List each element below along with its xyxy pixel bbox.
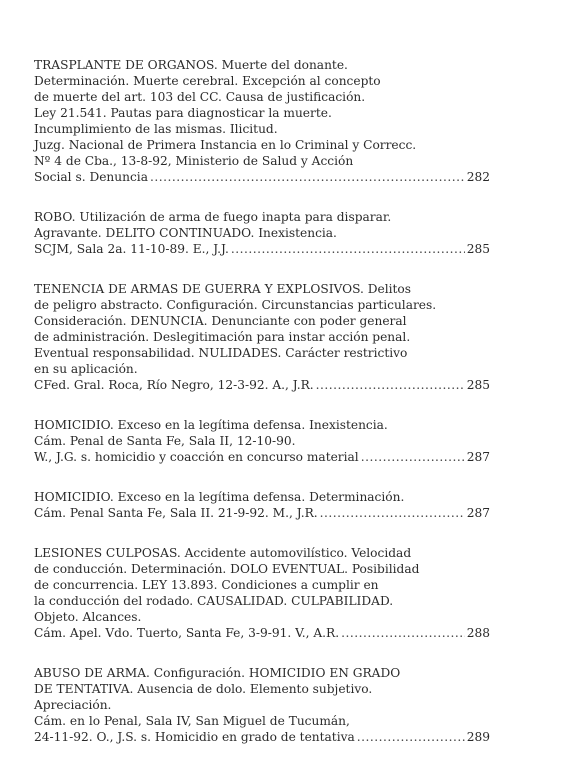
entry-line: de administración. Deslegitimación para instar acción penal.: [34, 330, 411, 344]
page-number: 288: [466, 626, 490, 640]
page-number: 285: [466, 242, 490, 256]
entry-line: Cám. en lo Penal, Sala IV, San Miguel de Tucumán,: [34, 714, 350, 728]
entry-line: Ley 21.541. Pautas para diagnosticar la muerte.: [34, 106, 332, 120]
dot-leader: [361, 449, 465, 465]
entry-citation-line: [34, 169, 490, 185]
page-number: 285: [466, 378, 490, 392]
dot-leader: [357, 729, 465, 745]
entry-line: Objeto. Alcances.: [34, 610, 142, 624]
entry-line: Consideración. DENUNCIA. Denunciante con poder general: [34, 314, 407, 328]
dot-leader: [231, 241, 465, 257]
entry-line: de peligro abstracto. Configuración. Circunstancias particulares.: [34, 298, 437, 312]
entry-line: HOMICIDIO. Exceso en la legítima defensa. Inexistencia.: [34, 418, 388, 432]
entry-citation: 24-11-92. O., J.S. s. Homicidio en grado de tentativa: [34, 730, 355, 744]
index-entry-trasplante: [34, 57, 490, 185]
entry-line: ROBO. Utilización de arma de fuego inapta para disparar.: [34, 210, 392, 224]
entry-line: ABUSO DE ARMA. Configuración. HOMICIDIO EN GRADO: [34, 666, 401, 680]
entry-citation-line: [34, 729, 490, 745]
entry-line: LESIONES CULPOSAS. Accidente automovilístico. Velocidad: [34, 546, 412, 560]
page-number: 287: [466, 506, 490, 520]
entry-citation: SCJM, Sala 2a. 11-10-89. E., J.J.: [34, 242, 229, 256]
entry-line: Juzg. Nacional de Primera Instancia en lo Criminal y Correcc.: [34, 138, 417, 152]
index-entry-abuso-de-arma: [34, 665, 490, 745]
dot-leader: [316, 377, 465, 393]
index-entry-homicidio-inexistencia: [34, 417, 490, 465]
entry-citation: Cám. Penal Santa Fe, Sala II. 21-9-92. M., J.R.: [34, 506, 318, 520]
entry-citation: Cám. Apel. Vdo. Tuerto, Santa Fe, 3-9-91. V., A.R.: [34, 626, 340, 640]
entry-line: Agravante. DELITO CONTINUADO. Inexistencia.: [34, 226, 337, 240]
entry-line: Determinación. Muerte cerebral. Excepción al concepto: [34, 74, 381, 88]
entry-citation: CFed. Gral. Roca, Río Negro, 12-3-92. A., J.R.: [34, 378, 314, 392]
index-entry-robo: [34, 209, 490, 257]
index-entry-tenencia-de-armas: [34, 281, 490, 393]
entry-line: de muerte del art. 103 del CC. Causa de justificación.: [34, 90, 366, 104]
entry-line: Incumplimiento de las mismas. Ilicitud.: [34, 122, 278, 136]
entry-citation-line: [34, 241, 490, 257]
entry-line: TENENCIA DE ARMAS DE GUERRA Y EXPLOSIVOS. Delitos: [34, 282, 412, 296]
dot-leader: [341, 625, 465, 641]
entry-line: en su aplicación.: [34, 362, 138, 376]
entry-citation-line: [34, 449, 490, 465]
entry-line: Apreciación.: [34, 698, 112, 712]
entry-line: la conducción del rodado. CAUSALIDAD. CULPABILIDAD.: [34, 594, 394, 608]
index-entry-homicidio-determinacion: [34, 489, 490, 521]
entry-citation-line: [34, 505, 490, 521]
entry-citation-line: [34, 377, 490, 393]
entry-line: de concurrencia. LEY 13.893. Condiciones a cumplir en: [34, 578, 379, 592]
page-number: 282: [466, 170, 490, 184]
dot-leader: [320, 505, 465, 521]
entry-line: Nº 4 de Cba., 13-8-92, Ministerio de Salud y Acción: [34, 154, 354, 168]
index-entry-lesiones-culposas: [34, 545, 490, 641]
dot-leader: [150, 169, 465, 185]
entry-citation: Social s. Denuncia: [34, 170, 148, 184]
entry-citation: W., J.G. s. homicidio y coacción en concurso material: [34, 450, 359, 464]
page-number: 287: [466, 450, 490, 464]
entry-citation-line: [34, 625, 490, 641]
index-page: [34, 57, 490, 769]
entry-line: Cám. Penal de Santa Fe, Sala II, 12-10-90.: [34, 434, 296, 448]
entry-line: DE TENTATIVA. Ausencia de dolo. Elemento subjetivo.: [34, 682, 373, 696]
entry-line: TRASPLANTE DE ORGANOS. Muerte del donante.: [34, 58, 348, 72]
entry-line: HOMICIDIO. Exceso en la legítima defensa. Determinación.: [34, 490, 405, 504]
entry-line: de conducción. Determinación. DOLO EVENTUAL. Posibilidad: [34, 562, 420, 576]
entry-line: Eventual responsabilidad. NULIDADES. Carácter restrictivo: [34, 346, 408, 360]
page-number: 289: [466, 730, 490, 744]
